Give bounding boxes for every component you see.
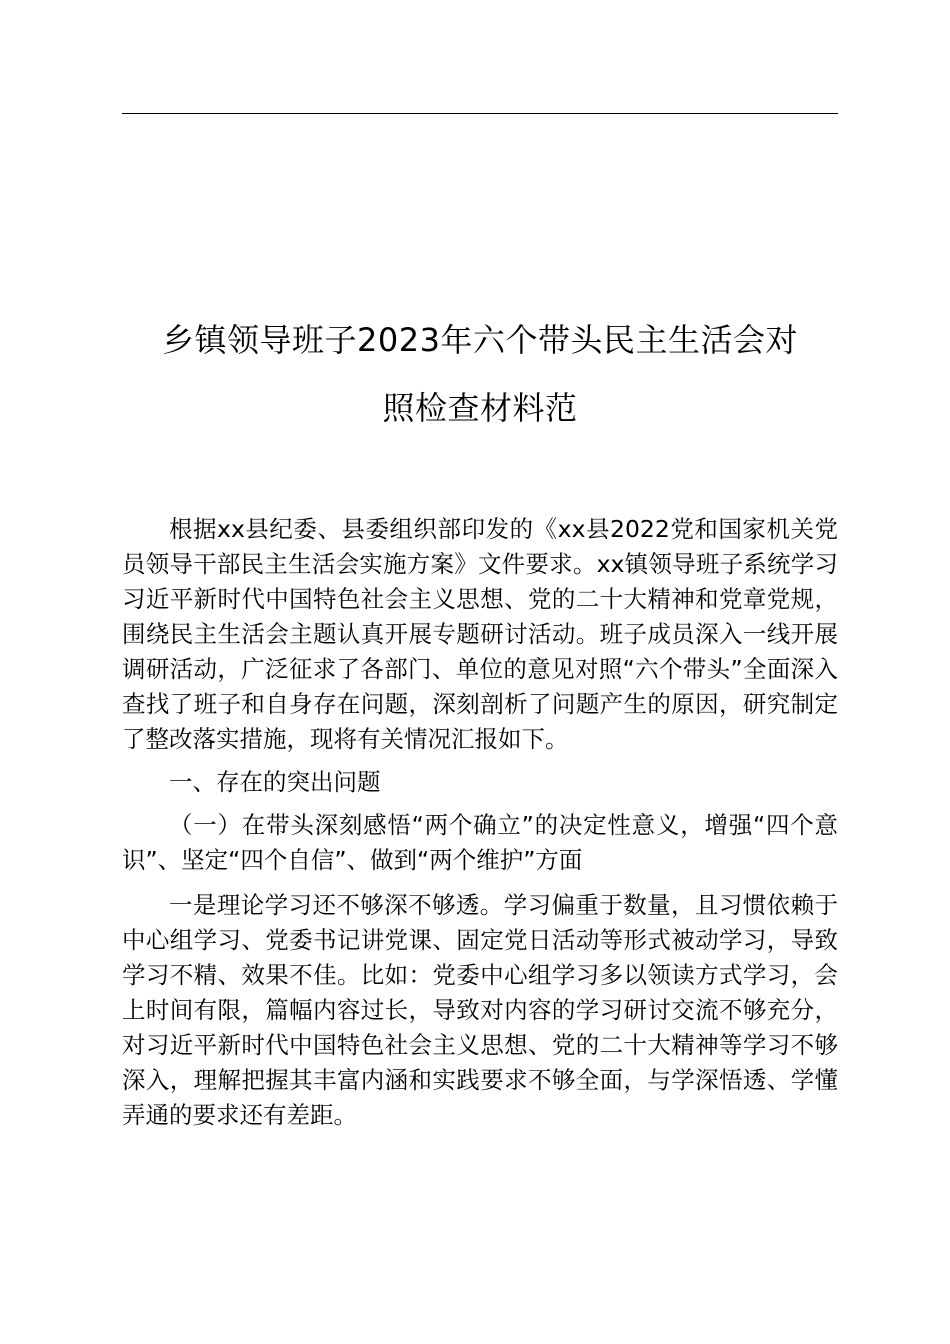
intro-paragraph: 根据xx县纪委、县委组织部印发的《xx县2022党和国家机关党员领导干部民主生活会实施方案》文件要求。xx镇领导班子系统学习习近平新时代中国特色社会主义思想、党的二十大精神和党章党规，围绕民主生活会主题认真开展专题研讨活动。班子成员深入一线开展调研活动，广泛征求了各部门、单位的意见对照“六个带头”全面深入查找了班子和自身存在问题，深刻剖析了问题产生的原因，研究制定了整改落实措施，现将有关情况汇报如下。	[122, 515, 838, 753]
body-paragraph: 一是理论学习还不够深不够透。学习偏重于数量，且习惯依赖于中心组学习、党委书记讲党课、固定党日活动等形式被动学习，导致学习不精、效果不佳。比如：党委中心组学习多以领读方式学习，会上时间有限，篇幅内容过长，导致对内容的学习研讨交流不够充分，对习近平新时代中国特色社会主义思想、党的二十大精神等学习不够深入，理解把握其丰富内涵和实践要求不够全面，与学深悟透、学懂弄通的要求还有差距。	[122, 891, 838, 1129]
document-title	[122, 306, 838, 442]
section-heading: 一、存在的突出问题	[169, 768, 381, 796]
header-rule	[122, 113, 838, 114]
title-line-2: 照检查材料范	[382, 389, 578, 427]
title-line-1: 乡镇领导班子2023年六个带头民主生活会对	[162, 321, 798, 359]
subsection-heading: （一）在带头深刻感悟“两个确立”的决定性意义，增强“四个意识”、坚定“四个自信”、做到“两个维护”方面	[122, 811, 838, 874]
document-body	[122, 512, 838, 1133]
